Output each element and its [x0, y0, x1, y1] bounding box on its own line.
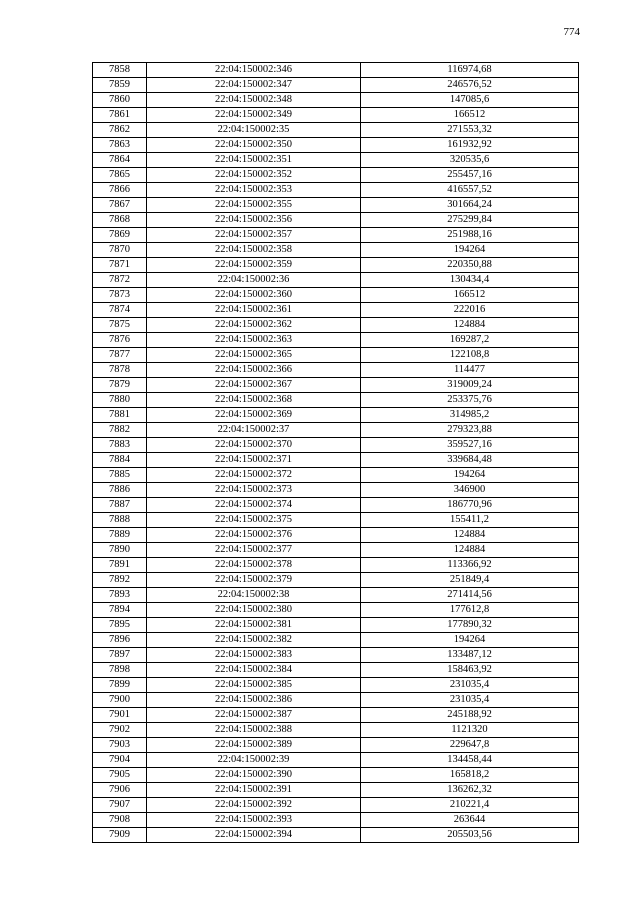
- value-cell: 339684,48: [361, 453, 579, 468]
- value-cell: 320535,6: [361, 153, 579, 168]
- value-cell: 263644: [361, 813, 579, 828]
- cadastral-number-cell: 22:04:150002:353: [147, 183, 361, 198]
- table-row: [93, 123, 579, 138]
- cadastral-number-cell: 22:04:150002:365: [147, 348, 361, 363]
- cadastral-number-cell: 22:04:150002:359: [147, 258, 361, 273]
- value-cell: 158463,92: [361, 663, 579, 678]
- value-cell: 271414,56: [361, 588, 579, 603]
- value-cell: 186770,96: [361, 498, 579, 513]
- cadastral-number-cell: 22:04:150002:391: [147, 783, 361, 798]
- cadastral-number-cell: 22:04:150002:37: [147, 423, 361, 438]
- table-row: [93, 648, 579, 663]
- row-number-cell: 7884: [93, 453, 147, 468]
- table-row: [93, 483, 579, 498]
- table-row: [93, 378, 579, 393]
- row-number-cell: 7875: [93, 318, 147, 333]
- value-cell: 253375,76: [361, 393, 579, 408]
- table-row: [93, 663, 579, 678]
- row-number-cell: 7861: [93, 108, 147, 123]
- table-row: [93, 543, 579, 558]
- row-number-cell: 7900: [93, 693, 147, 708]
- value-cell: 166512: [361, 288, 579, 303]
- cadastral-number-cell: 22:04:150002:373: [147, 483, 361, 498]
- value-cell: 116974,68: [361, 63, 579, 78]
- cadastral-number-cell: 22:04:150002:385: [147, 678, 361, 693]
- cadastral-number-cell: 22:04:150002:372: [147, 468, 361, 483]
- table-row: [93, 78, 579, 93]
- table-row: [93, 708, 579, 723]
- value-cell: 177612,8: [361, 603, 579, 618]
- value-cell: 114477: [361, 363, 579, 378]
- row-number-cell: 7907: [93, 798, 147, 813]
- table-row: [93, 468, 579, 483]
- row-number-cell: 7868: [93, 213, 147, 228]
- row-number-cell: 7863: [93, 138, 147, 153]
- cadastral-number-cell: 22:04:150002:355: [147, 198, 361, 213]
- cadastral-number-cell: 22:04:150002:361: [147, 303, 361, 318]
- cadastral-number-cell: 22:04:150002:358: [147, 243, 361, 258]
- table-row: [93, 108, 579, 123]
- table-row: [93, 213, 579, 228]
- cadastral-number-cell: 22:04:150002:384: [147, 663, 361, 678]
- value-cell: 194264: [361, 243, 579, 258]
- cadastral-number-cell: 22:04:150002:348: [147, 93, 361, 108]
- cadastral-number-cell: 22:04:150002:350: [147, 138, 361, 153]
- value-cell: 166512: [361, 108, 579, 123]
- row-number-cell: 7904: [93, 753, 147, 768]
- table-row: [93, 183, 579, 198]
- value-cell: 147085,6: [361, 93, 579, 108]
- value-cell: 113366,92: [361, 558, 579, 573]
- cadastral-number-cell: 22:04:150002:370: [147, 438, 361, 453]
- table-row: [93, 363, 579, 378]
- cadastral-number-cell: 22:04:150002:376: [147, 528, 361, 543]
- row-number-cell: 7899: [93, 678, 147, 693]
- value-cell: 251988,16: [361, 228, 579, 243]
- row-number-cell: 7871: [93, 258, 147, 273]
- table-row: [93, 438, 579, 453]
- value-cell: 169287,2: [361, 333, 579, 348]
- value-cell: 222016: [361, 303, 579, 318]
- row-number-cell: 7890: [93, 543, 147, 558]
- cadastral-number-cell: 22:04:150002:392: [147, 798, 361, 813]
- table-row: [93, 723, 579, 738]
- row-number-cell: 7879: [93, 378, 147, 393]
- cadastral-number-cell: 22:04:150002:375: [147, 513, 361, 528]
- table-row: [93, 453, 579, 468]
- value-cell: 359527,16: [361, 438, 579, 453]
- value-cell: 301664,24: [361, 198, 579, 213]
- table-row: [93, 798, 579, 813]
- row-number-cell: 7865: [93, 168, 147, 183]
- cadastral-number-cell: 22:04:150002:389: [147, 738, 361, 753]
- row-number-cell: 7880: [93, 393, 147, 408]
- table-row: [93, 423, 579, 438]
- row-number-cell: 7888: [93, 513, 147, 528]
- row-number-cell: 7896: [93, 633, 147, 648]
- value-cell: 245188,92: [361, 708, 579, 723]
- row-number-cell: 7864: [93, 153, 147, 168]
- row-number-cell: 7858: [93, 63, 147, 78]
- row-number-cell: 7877: [93, 348, 147, 363]
- cadastral-number-cell: 22:04:150002:378: [147, 558, 361, 573]
- cadastral-number-cell: 22:04:150002:36: [147, 273, 361, 288]
- table-row: [93, 498, 579, 513]
- value-cell: 346900: [361, 483, 579, 498]
- value-cell: 319009,24: [361, 378, 579, 393]
- table-row: [93, 573, 579, 588]
- table-row: [93, 168, 579, 183]
- cadastral-number-cell: 22:04:150002:366: [147, 363, 361, 378]
- table-row: [93, 228, 579, 243]
- row-number-cell: 7866: [93, 183, 147, 198]
- cadastral-number-cell: 22:04:150002:380: [147, 603, 361, 618]
- row-number-cell: 7901: [93, 708, 147, 723]
- cadastral-number-cell: 22:04:150002:387: [147, 708, 361, 723]
- cadastral-number-cell: 22:04:150002:388: [147, 723, 361, 738]
- cadastral-number-cell: 22:04:150002:349: [147, 108, 361, 123]
- row-number-cell: 7897: [93, 648, 147, 663]
- cadastral-number-cell: 22:04:150002:368: [147, 393, 361, 408]
- table-body: [93, 63, 579, 843]
- data-table: [92, 62, 579, 843]
- row-number-cell: 7895: [93, 618, 147, 633]
- value-cell: 124884: [361, 528, 579, 543]
- row-number-cell: 7898: [93, 663, 147, 678]
- table-row: [93, 768, 579, 783]
- table-row: [93, 783, 579, 798]
- cadastral-number-cell: 22:04:150002:369: [147, 408, 361, 423]
- table-row: [93, 198, 579, 213]
- value-cell: 210221,4: [361, 798, 579, 813]
- cadastral-number-cell: 22:04:150002:374: [147, 498, 361, 513]
- table-row: [93, 393, 579, 408]
- row-number-cell: 7876: [93, 333, 147, 348]
- cadastral-number-cell: 22:04:150002:393: [147, 813, 361, 828]
- cadastral-number-cell: 22:04:150002:390: [147, 768, 361, 783]
- value-cell: 251849,4: [361, 573, 579, 588]
- table-row: [93, 528, 579, 543]
- page-number: 774: [563, 26, 580, 38]
- cadastral-number-cell: 22:04:150002:356: [147, 213, 361, 228]
- cadastral-number-cell: 22:04:150002:360: [147, 288, 361, 303]
- table-row: [93, 513, 579, 528]
- value-cell: 205503,56: [361, 828, 579, 843]
- cadastral-number-cell: 22:04:150002:379: [147, 573, 361, 588]
- value-cell: 130434,4: [361, 273, 579, 288]
- row-number-cell: 7878: [93, 363, 147, 378]
- row-number-cell: 7903: [93, 738, 147, 753]
- value-cell: 231035,4: [361, 678, 579, 693]
- row-number-cell: 7902: [93, 723, 147, 738]
- table-row: [93, 588, 579, 603]
- cadastral-number-cell: 22:04:150002:381: [147, 618, 361, 633]
- row-number-cell: 7909: [93, 828, 147, 843]
- table-row: [93, 678, 579, 693]
- table-row: [93, 333, 579, 348]
- value-cell: 229647,8: [361, 738, 579, 753]
- table-row: [93, 243, 579, 258]
- cadastral-number-cell: 22:04:150002:347: [147, 78, 361, 93]
- row-number-cell: 7894: [93, 603, 147, 618]
- table-row: [93, 348, 579, 363]
- row-number-cell: 7885: [93, 468, 147, 483]
- row-number-cell: 7908: [93, 813, 147, 828]
- value-cell: 279323,88: [361, 423, 579, 438]
- value-cell: 1121320: [361, 723, 579, 738]
- value-cell: 416557,52: [361, 183, 579, 198]
- cadastral-number-cell: 22:04:150002:394: [147, 828, 361, 843]
- table-row: [93, 753, 579, 768]
- cadastral-number-cell: 22:04:150002:38: [147, 588, 361, 603]
- row-number-cell: 7892: [93, 573, 147, 588]
- value-cell: 194264: [361, 468, 579, 483]
- table-row: [93, 633, 579, 648]
- value-cell: 124884: [361, 318, 579, 333]
- cadastral-number-cell: 22:04:150002:386: [147, 693, 361, 708]
- table-row: [93, 603, 579, 618]
- row-number-cell: 7874: [93, 303, 147, 318]
- row-number-cell: 7889: [93, 528, 147, 543]
- value-cell: 133487,12: [361, 648, 579, 663]
- value-cell: 220350,88: [361, 258, 579, 273]
- table-row: [93, 153, 579, 168]
- row-number-cell: 7883: [93, 438, 147, 453]
- table-row: [93, 618, 579, 633]
- cadastral-number-cell: 22:04:150002:357: [147, 228, 361, 243]
- cadastral-number-cell: 22:04:150002:351: [147, 153, 361, 168]
- cadastral-number-cell: 22:04:150002:39: [147, 753, 361, 768]
- table-row: [93, 63, 579, 78]
- value-cell: 136262,32: [361, 783, 579, 798]
- table-row: [93, 558, 579, 573]
- value-cell: 231035,4: [361, 693, 579, 708]
- value-cell: 194264: [361, 633, 579, 648]
- row-number-cell: 7867: [93, 198, 147, 213]
- value-cell: 177890,32: [361, 618, 579, 633]
- table-row: [93, 288, 579, 303]
- value-cell: 271553,32: [361, 123, 579, 138]
- row-number-cell: 7872: [93, 273, 147, 288]
- cadastral-number-cell: 22:04:150002:35: [147, 123, 361, 138]
- row-number-cell: 7881: [93, 408, 147, 423]
- table-row: [93, 318, 579, 333]
- value-cell: 161932,92: [361, 138, 579, 153]
- row-number-cell: 7870: [93, 243, 147, 258]
- cadastral-number-cell: 22:04:150002:352: [147, 168, 361, 183]
- table-row: [93, 813, 579, 828]
- table-row: [93, 738, 579, 753]
- value-cell: 314985,2: [361, 408, 579, 423]
- table-row: [93, 93, 579, 108]
- cadastral-number-cell: 22:04:150002:371: [147, 453, 361, 468]
- cadastral-number-cell: 22:04:150002:362: [147, 318, 361, 333]
- table-row: [93, 693, 579, 708]
- cadastral-number-cell: 22:04:150002:367: [147, 378, 361, 393]
- value-cell: 134458,44: [361, 753, 579, 768]
- row-number-cell: 7891: [93, 558, 147, 573]
- value-cell: 255457,16: [361, 168, 579, 183]
- table-row: [93, 408, 579, 423]
- row-number-cell: 7859: [93, 78, 147, 93]
- row-number-cell: 7873: [93, 288, 147, 303]
- row-number-cell: 7906: [93, 783, 147, 798]
- row-number-cell: 7905: [93, 768, 147, 783]
- row-number-cell: 7893: [93, 588, 147, 603]
- row-number-cell: 7860: [93, 93, 147, 108]
- table-row: [93, 138, 579, 153]
- row-number-cell: 7869: [93, 228, 147, 243]
- value-cell: 124884: [361, 543, 579, 558]
- cadastral-number-cell: 22:04:150002:346: [147, 63, 361, 78]
- table-row: [93, 828, 579, 843]
- value-cell: 165818,2: [361, 768, 579, 783]
- cadastral-number-cell: 22:04:150002:383: [147, 648, 361, 663]
- cadastral-number-cell: 22:04:150002:382: [147, 633, 361, 648]
- cadastral-number-cell: 22:04:150002:377: [147, 543, 361, 558]
- cadastral-number-cell: 22:04:150002:363: [147, 333, 361, 348]
- table-row: [93, 303, 579, 318]
- table-row: [93, 273, 579, 288]
- row-number-cell: 7882: [93, 423, 147, 438]
- value-cell: 155411,2: [361, 513, 579, 528]
- value-cell: 122108,8: [361, 348, 579, 363]
- row-number-cell: 7886: [93, 483, 147, 498]
- value-cell: 246576,52: [361, 78, 579, 93]
- row-number-cell: 7862: [93, 123, 147, 138]
- value-cell: 275299,84: [361, 213, 579, 228]
- row-number-cell: 7887: [93, 498, 147, 513]
- table-row: [93, 258, 579, 273]
